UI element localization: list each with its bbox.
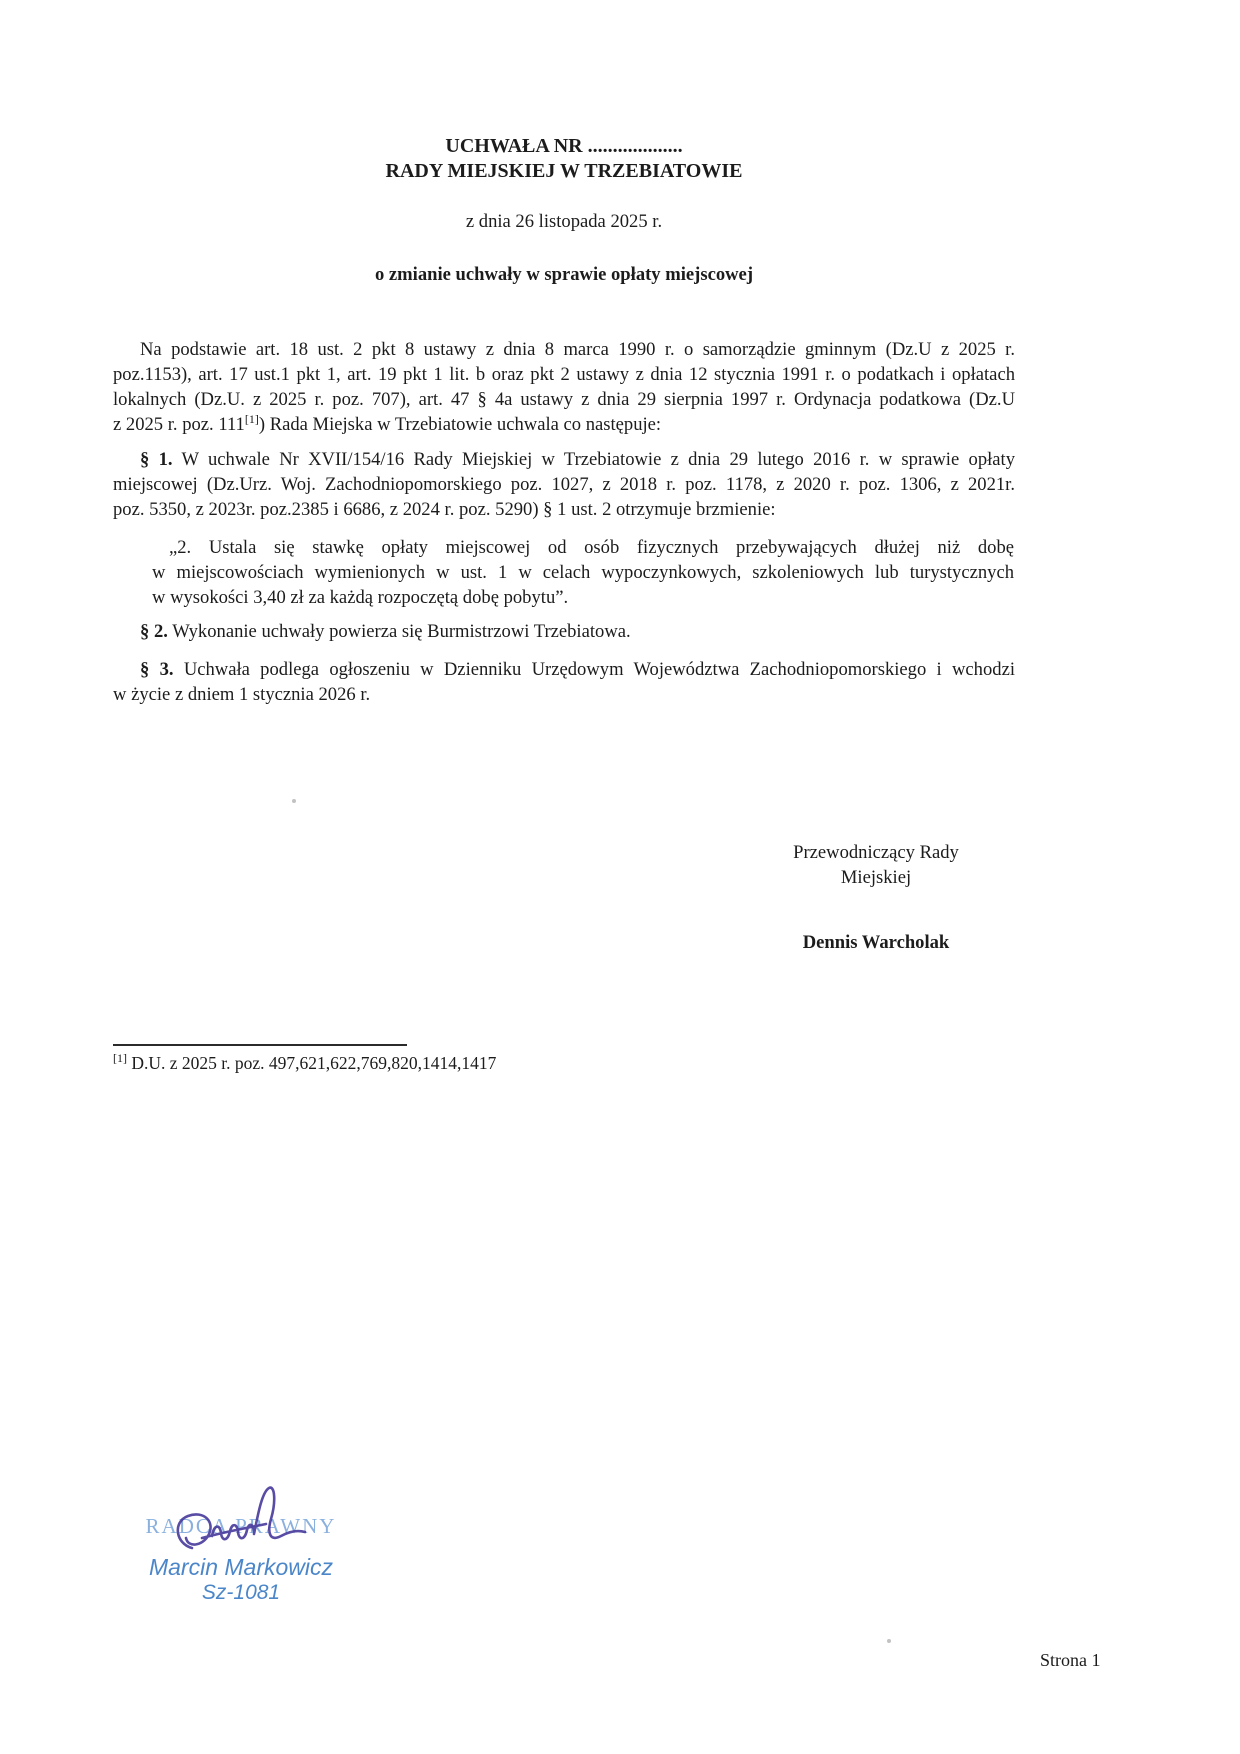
signatory-name: Dennis Warcholak — [802, 932, 950, 953]
document-title — [113, 134, 1015, 184]
document-subject: o zmianie uchwały w sprawie opłaty miejscowej — [374, 264, 754, 285]
preamble-line-4-tail: ) Rada Miejska w Trzebiatowie uchwala co następuje: — [258, 414, 662, 435]
preamble-line-1: Na podstawie art. 18 ust. 2 pkt 8 ustawy z dnia 8 marca 1990 r. o samorządzie gminnym (Dz.U z 2025 r. — [140, 339, 1015, 360]
signatory-role-line-1: Przewodniczący Rady — [793, 842, 959, 863]
section-3-line-1 — [113, 657, 1015, 682]
section-1-line-2: miejscowej (Dz.Urz. Woj. Zachodniopomorskiego poz. 1027, z 2018 r. poz. 1178, z 2020 r. poz. 1306, z 2021r. — [113, 474, 1015, 495]
title-line-2: RADY MIEJSKIEJ W TRZEBIATOWIE — [385, 160, 743, 182]
section-2-paragraph — [113, 619, 1015, 644]
section-1-line-1 — [113, 447, 1015, 472]
section-3-line-1-text: Uchwała podlega ogłoszeniu w Dzienniku Urzędowym Województwa Zachodniopomorskiego i wchodzi — [173, 659, 1015, 680]
preamble-paragraph — [113, 337, 1015, 437]
scan-artifact-dot — [292, 799, 296, 803]
section-2-line-1-text: Wykonanie uchwały powierza się Burmistrzowi Trzebiatowa. — [167, 621, 631, 642]
quote-line-3: w wysokości 3,40 zł za każdą rozpoczętą dobę pobytu”. — [152, 587, 569, 608]
scan-artifact-dot — [887, 1639, 891, 1643]
stamp-title: RADCA PRAWNY — [145, 1514, 337, 1538]
preamble-line-2: poz.1153), art. 17 ust.1 pkt 1, art. 19 pkt 1 lit. b oraz pkt 2 ustawy z dnia 12 stycznia 1991 r. o podatkach i opłatach — [113, 364, 1015, 385]
stamp-number: Sz-1081 — [201, 1581, 281, 1604]
section-1-line-3: poz. 5350, z 2023r. poz.2385 i 6686, z 2024 r. poz. 5290) § 1 ust. 2 otrzymuje brzmienie: — [113, 499, 776, 520]
signatory-role-line-2: Miejskiej — [840, 867, 912, 888]
section-2-marker: § 2. — [140, 621, 168, 642]
quote-line-2: w miejscowościach wymienionych w ust. 1 w celach wypoczynkowych, szkoleniowych lub turystycznych — [152, 562, 1014, 583]
section-1-line-1-text: W uchwale Nr XVII/154/16 Rady Miejskiej w Trzebiatowie z dnia 29 lutego 2016 r. w sprawie opłaty — [172, 449, 1015, 470]
stamp-name: Marcin Markowicz — [148, 1554, 334, 1580]
quoted-provision — [152, 535, 1014, 610]
preamble-line-3: lokalnych (Dz.U. z 2025 r. poz. 707), art. 47 § 4a ustawy z dnia 29 sierpnia 1997 r. Ordynacja podatkowa (Dz.U — [113, 389, 1015, 410]
document-date: z dnia 26 listopada 2025 r. — [465, 211, 663, 232]
footnote-body: D.U. z 2025 r. poz. 497,621,622,769,820,1414,1417 — [127, 1053, 497, 1073]
footnote-reference: [1] — [244, 411, 259, 426]
preamble-line-4-text: z 2025 r. poz. 111 — [113, 414, 245, 435]
title-line-1: UCHWAŁA NR ................... — [445, 135, 683, 157]
section-3-line-2: w życie z dniem 1 stycznia 2026 r. — [113, 684, 371, 705]
section-1-marker: § 1. — [140, 449, 173, 470]
quote-line-1: „2. Ustala się stawkę opłaty miejscowej od osób fizycznych przebywających dłużej niż dobę — [169, 537, 1014, 558]
footnote — [113, 1053, 496, 1074]
section-3-paragraph — [113, 657, 1015, 707]
preamble-line-4 — [113, 412, 1015, 437]
footnote-marker: [1] — [113, 1051, 127, 1066]
section-1-paragraph — [113, 447, 1015, 522]
signature-ink-icon — [168, 1482, 308, 1567]
footnote-separator — [113, 1044, 407, 1046]
signatory-role — [700, 840, 1052, 890]
section-3-marker: § 3. — [140, 659, 174, 680]
section-2-line-1 — [113, 619, 1015, 644]
page-number: Strona 1 — [1040, 1650, 1101, 1670]
